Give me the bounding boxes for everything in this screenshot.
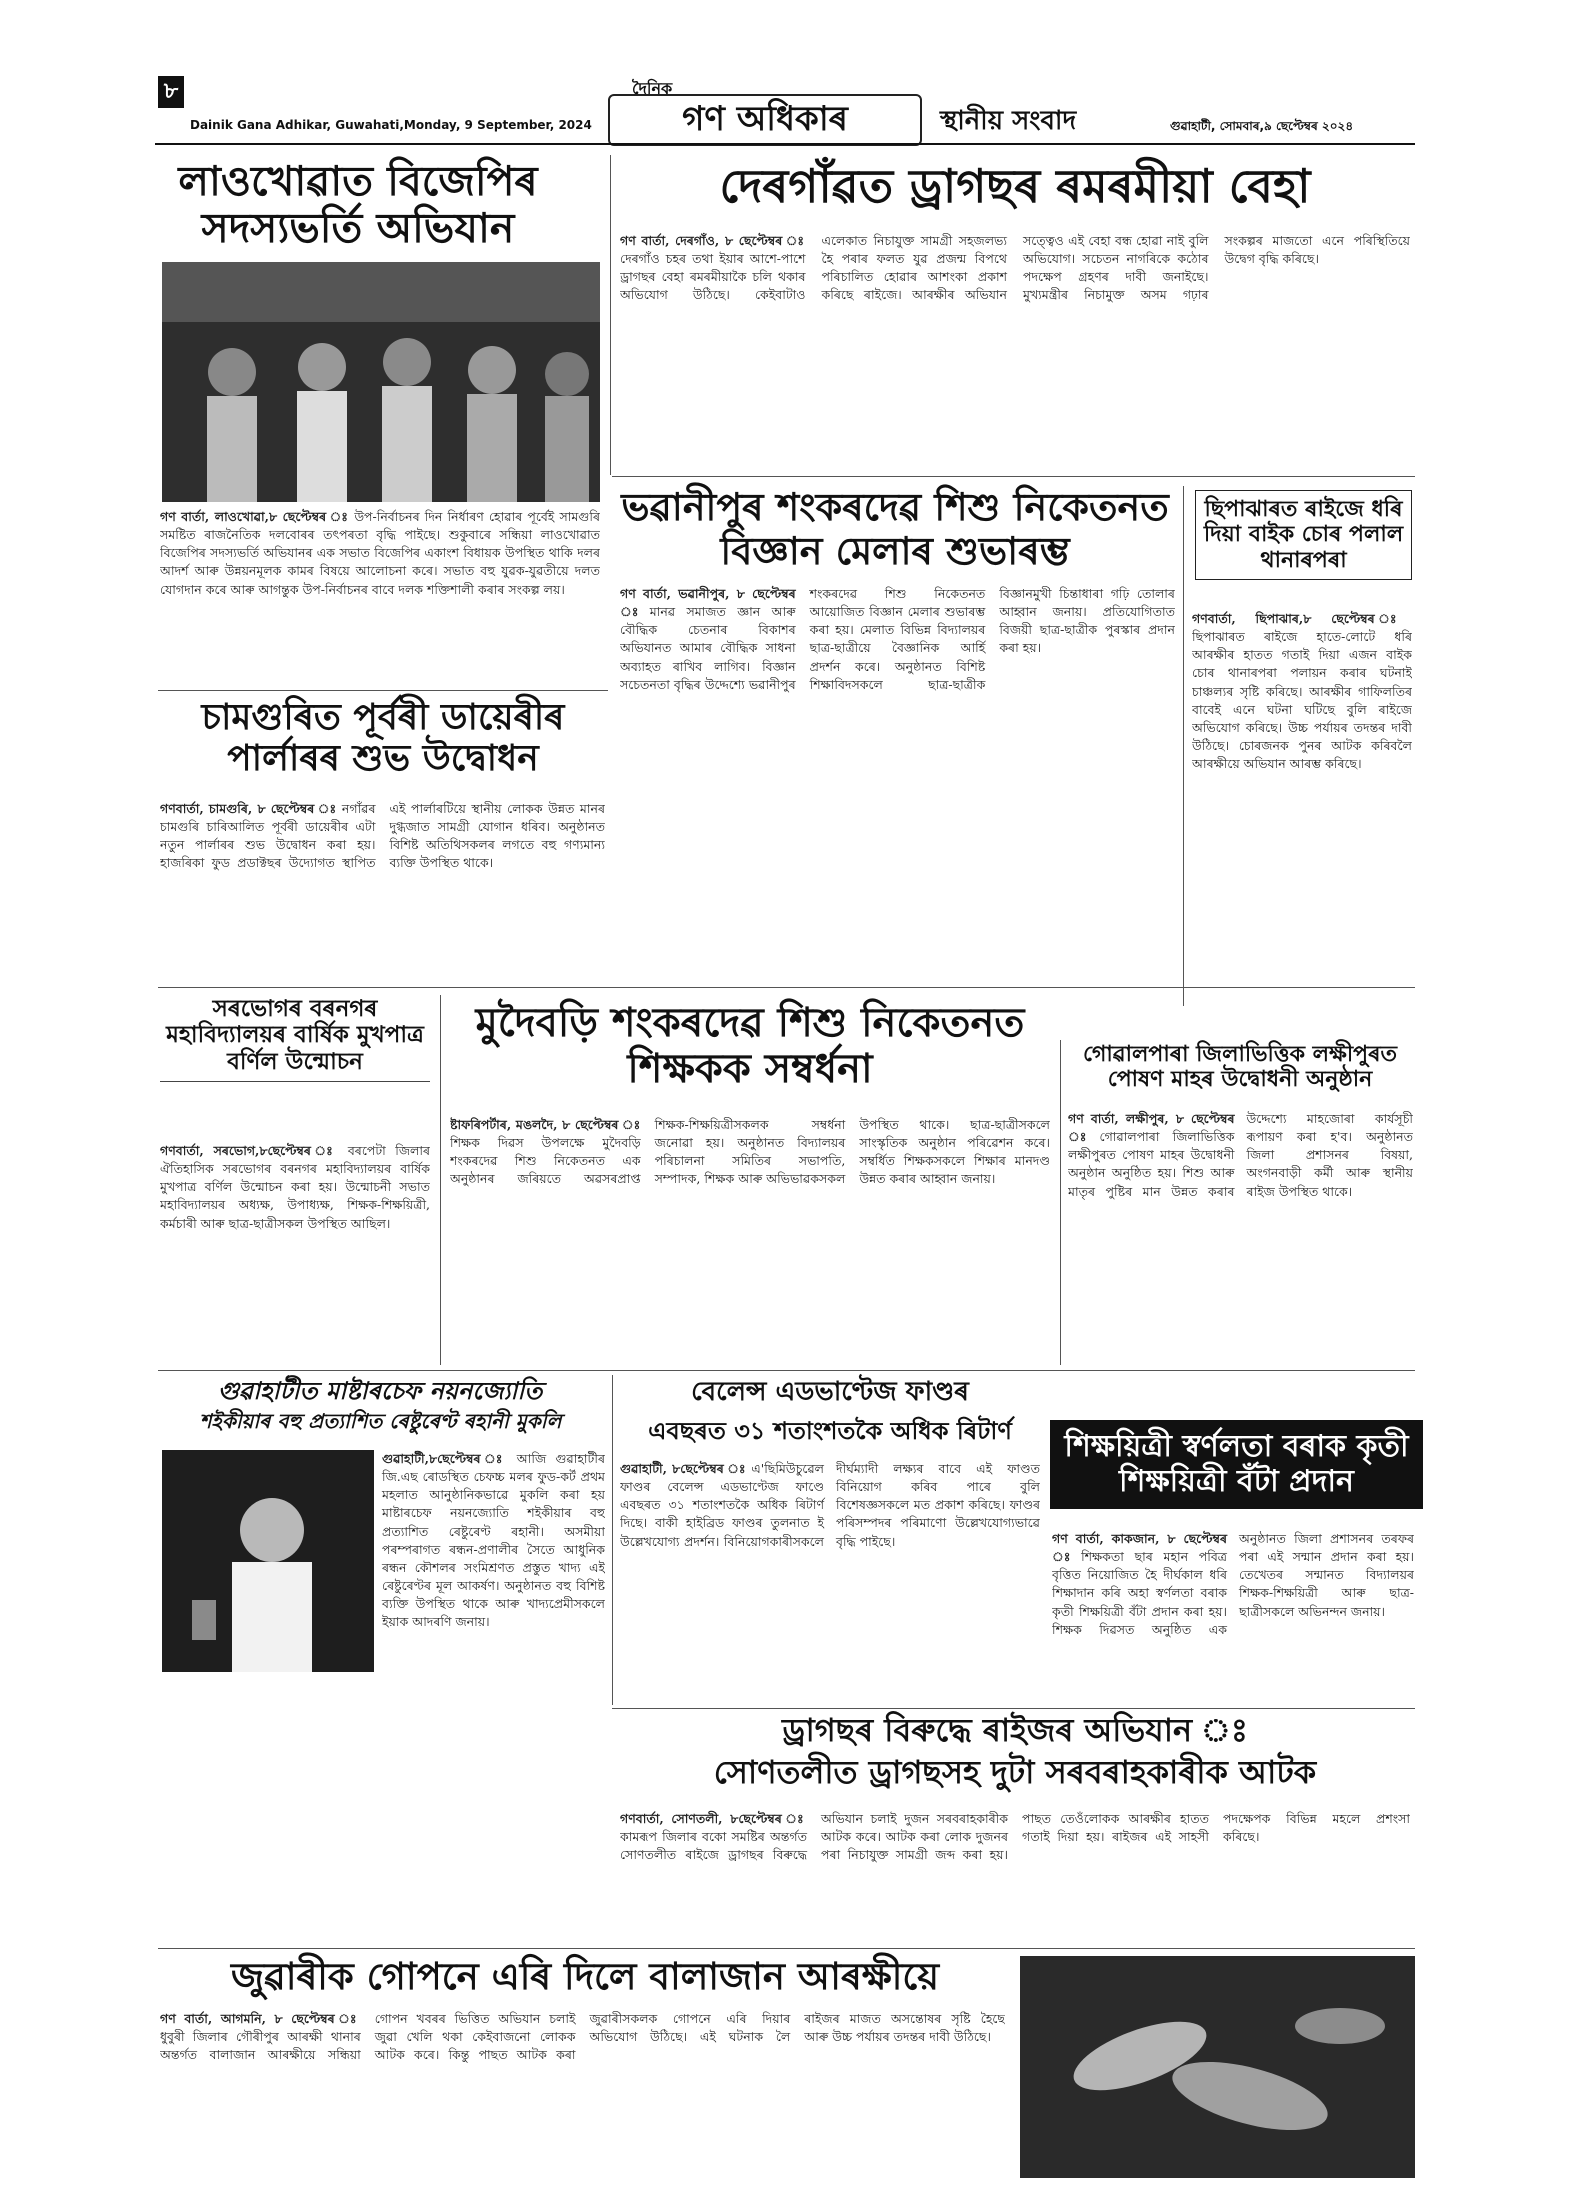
gambling-body: গণ বাৰ্তা, আগমনি, ৮ ছেপ্টেম্বৰ ঃ ধুবুৰী জিলাৰ গৌৰীপুৰ আৰক্ষী থানাৰ অন্তৰ্গত বালাজান আৰক্ষীয়ে সন্ধিয়া গোপন খবৰৰ ভিত্তিত অভিযান চলাই জুৱা খেলি থকা কেইবাজনো লোকক আটক কৰে। কিন্তু পাছত আটক কৰা জুৱাৰীসকলক গোপনে এৰি দিয়াৰ অভিযোগ উঠিছে। এই ঘটনাক লৈ ৰাইজৰ মাজত অসন্তোষৰ সৃষ্টি হৈছে আৰু উচ্চ পৰ্যায়ৰ তদন্তৰ দাবী উঠিছে। [160,2011,1005,2063]
masthead-right-line: গুৱাহাটী, সোমবাৰ,৯ ছেপ্টেম্বৰ ২০২৪ [1170,119,1354,133]
lakshmipur-body: গণ বাৰ্তা, লক্ষীপুৰ, ৮ ছেপ্টেম্বৰ ঃ গোৱালপাৰা জিলাভিত্তিক লক্ষীপুৰত পোষণ মাহৰ উদ্বোধনী অনুষ্ঠান অনুষ্ঠিত হয়। শিশু আৰু মাতৃৰ পুষ্টিৰ মান উন্নত কৰাৰ উদ্দেশ্যে মাহজোৰা কাৰ্যসূচী ৰূপায়ণ কৰা হ'ব। অনুষ্ঠানত জিলা প্ৰশাসনৰ বিষয়া, অংগনবাড়ী কৰ্মী আৰু স্থানীয় ৰাইজ উপস্থিত থাকে। [1068,1111,1413,1199]
drug-business-body: গণ বাৰ্তা, দেৰগাঁও, ৮ ছেপ্টেম্বৰ ঃ দেৰগাঁও চহৰ তথা ইয়াৰ আশে-পাশে ড্ৰাগছৰ বেহা ৰমৰমীয়াকৈ চলি থকাৰ অভিযোগ উঠিছে। কেইবাটাও এলেকাত নিচাযুক্ত সামগ্ৰী সহজলভ্য হৈ পৰাৰ ফলত যুৱ প্ৰজন্ম বিপথে পৰিচালিত হোৱাৰ আশংকা প্ৰকাশ কৰিছে ৰাইজে। আৰক্ষীৰ অভিযান সত্ত্বেও এই বেহা বন্ধ হোৱা নাই বুলি অভিযোগ। সচেতন নাগৰিকে কঠোৰ পদক্ষেপ গ্ৰহণৰ দাবী জনাইছে। মুখ্যমন্ত্ৰীৰ নিচামুক্ত অসম গঢ়াৰ সংকল্পৰ মাজতো এনে পৰিস্থিতিয়ে উদ্বেগ বৃদ্ধি কৰিছে। [620,233,1410,303]
mudoibari-headline: মুদৈবড়ি শংকৰদেৱ শিশু নিকেতনত শিক্ষকক সম্বৰ্ধনা [475,1000,1025,1092]
gambling-photo [1020,1956,1415,2178]
balance-fund-headline-line2: এবছৰত ৩১ শতাংশতকৈ অধিক ৰিটাৰ্ণ [648,1417,1012,1445]
chamguri-body: গণবাৰ্তা, চামগুৰি, ৮ ছেপ্টেম্বৰ ঃ নগাঁৱৰ চামগুৰি চাৰিআলিত পূৰ্বৰী ডায়েৰীৰ এটা নতুন পাৰ্লাৰৰ শুভ উদ্বোধন কৰা হয়। হাজৰিকা ফুড প্ৰডাক্টছৰ উদ্যোগত স্থাপিত এই পাৰ্লাৰটিয়ে স্থানীয় লোকক উন্নত মানৰ দুগ্ধজাত সামগ্ৰী যোগান ধৰিব। অনুষ্ঠানত বিশিষ্ট অতিথিসকলৰ লগতে বহু গণ্যমান্য ব্যক্তি উপস্থিত থাকে। [160,801,605,871]
masthead-left-line: Dainik Gana Adhikar, Guwahati,Monday, 9 September, 2024 [190,118,592,132]
drug-raid-body: গণবাৰ্তা, সোণতলী, ৮ছেপ্টেম্বৰ ঃ কামৰূপ জিলাৰ বকো সমষ্টিৰ অন্তৰ্গত সোণতলীত ৰাইজে ড্ৰাগছৰ বিৰুদ্ধে অভিযান চলাই দুজন সৰবৰাহকাৰীক আটক কৰে। আটক কৰা লোক দুজনৰ পৰা নিচাযুক্ত সামগ্ৰী জব্দ কৰা হয়। পাছত তেওঁলোকক আৰক্ষীৰ হাতত গতাই দিয়া হয়। ৰাইজৰ এই সাহসী পদক্ষেপক বিভিন্ন মহলে প্ৰশংসা কৰিছে। [620,1811,1410,1863]
masthead-logo: গণ অধিকাৰ [608,94,922,146]
sarbhog-headline: সৰভোগৰ বৰনগৰ মহাবিদ্যালয়ৰ বাৰ্ষিক মুখপাত্ৰ বৰ্ণিল উন্মোচন [160,996,430,1082]
bjp-headline: লাওখোৱাত বিজেপিৰ সদস্যভৰ্তি অভিযান [178,157,538,253]
bike-thief-body: গণবাৰ্তা, ছিপাঝাৰ,৮ ছেপ্টেম্বৰ ঃ ছিপাঝাৰত ৰাইজে হাতে-লোটে ধৰি আৰক্ষীৰ হাতত গতাই দিয়া এজন বাইক চোৰ থানাৰপৰা পলায়ন কৰাৰ ঘটনাই চাঞ্চল্যৰ সৃষ্টি কৰিছে। আৰক্ষীৰ গাফিলতিৰ বাবেই এনে ঘটনা ঘটিছে বুলি ৰাইজে অভিযোগ কৰিছে। উচ্চ পৰ্যায়ৰ তদন্তৰ দাবী উঠিছে। চোৰজনক পুনৰ আটক কৰিবলৈ আৰক্ষীয়ে অভিযান আৰম্ভ কৰিছে। [1192,611,1412,771]
chamguri-headline: চামগুৰিত পূৰ্বৰী ডায়েৰীৰ পাৰ্লাৰৰ শুভ উদ্বোধন [201,697,565,780]
section-name: স্থানীয় সংবাদ [940,106,1077,136]
bhabanipur-headline: ভৱানীপুৰ শংকৰদেৱ শিশু নিকেতনত বিজ্ঞান মেলাৰ শুভাৰম্ভ [621,485,1169,573]
bjp-photo [162,262,600,502]
bike-thief-headline: ছিপাঝাৰত ৰাইজে ধৰি দিয়া বাইক চোৰ পলাল থানাৰপৰা [1195,490,1412,580]
bjp-body: গণ বাৰ্তা, লাওখোৱা,৮ ছেপ্টেম্বৰ ঃ উপ-নিৰ্বাচনৰ দিন নিৰ্ধাৰণ হোৱাৰ পূৰ্বেই সামগুৰি সমষ্টিত ৰাজনৈতিক দলবোৰৰ তৎপৰতা বৃদ্ধি পাইছে। শুকুবাৰে সন্ধিয়া লাওখোৱাত বিজেপিৰ সদস্যভৰ্তি অভিযানৰ এক সভাত বিজেপিৰ একাংশ বিধায়ক উপস্থিত থাকি দলৰ আদৰ্শ আৰু উন্নয়নমূলক কামৰ বিষয়ে আলোচনা কৰে। সভাত বহু যুৱক-যুৱতীয়ে দলত যোগদান কৰে আৰু আগন্তুক উপ-নিৰ্বাচনৰ বাবে দলক শক্তিশালী কৰাৰ সংকল্প লয়। [160,509,600,597]
page-number: ৮ [158,76,184,108]
mudoibari-body: ষ্টাফৰিপৰ্টাৰ, মঙলদৈ, ৮ ছেপ্টেম্বৰ ঃ শিক্ষক দিৱস উপলক্ষে মুদৈবড়ি শংকৰদেৱ শিশু নিকেতনত এক অনুষ্ঠানৰ জৰিয়তে অৱসৰপ্ৰাপ্ত শিক্ষক-শিক্ষয়িত্ৰীসকলক সম্বৰ্ধনা জনোৱা হয়। অনুষ্ঠানত বিদ্যালয়ৰ পৰিচালনা সমিতিৰ সভাপতি, সম্পাদক, শিক্ষক আৰু অভিভাৱকসকল উপস্থিত থাকে। ছাত্ৰ-ছাত্ৰীসকলে সাংস্কৃতিক অনুষ্ঠান পৰিৱেশন কৰে। সম্বৰ্ধিত শিক্ষকসকলে শিক্ষাৰ মানদণ্ড উন্নত কৰাৰ আহ্বান জনায়। [450,1117,1050,1187]
logo-small: দৈনিক [632,79,673,98]
drug-business-headline: দেৰগাঁৱত ড্ৰাগছৰ ৰমৰমীয়া বেহা [719,159,1311,213]
chef-headline-line2: শইকীয়াৰ বহু প্ৰত্যাশিত ৰেষ্টুৰেণ্ট ৰহানী মুকলি [199,1409,562,1433]
gambling-photo-illustration [1020,1956,1415,2178]
balance-fund-body: গুৱাহাটী, ৮ছেপ্টেম্বৰ ঃ এ'ছিমিউচুৱেল ফাণ্ডৰ বেলেন্স এডভাণ্টেজ ফাণ্ডে এবছৰত ৩১ শতাংশতকৈ অধিক ৰিটাৰ্ণ দিছে। বাকী হাইব্ৰিড ফাণ্ডৰ তুলনাত ই উল্লেখযোগ্য প্ৰদৰ্শন। বিনিয়োগকাৰীসকলে দীৰ্ঘম্যাদী লক্ষ্যৰ বাবে এই ফাণ্ডত বিনিয়োগ কৰিব পাৰে বুলি বিশেষজ্ঞসকলে মত প্ৰকাশ কৰিছে। ফাণ্ডৰ পৰিসম্পদৰ পৰিমাণো উল্লেখযোগ্যভাৱে বৃদ্ধি পাইছে। [620,1461,1040,1549]
chef-headline-line1: গুৱাহাটীত মাষ্টাৰচেফ নয়নজ্যোতি [217,1377,543,1405]
masthead-rule [155,143,1415,145]
gambling-headline: জুৱাৰীক গোপনে এৰি দিলে বালাজান আৰক্ষীয়ে [230,1955,940,1998]
balance-fund-headline-line1: বেলেন্স এডভাণ্টেজ ফাণ্ডৰ [691,1377,969,1407]
teacher-headline: শিক্ষয়িত্ৰী স্বৰ্ণলতা বৰাক কৃতী শিক্ষয়িত্ৰী বঁটা প্ৰদান [1050,1420,1423,1509]
lakshmipur-headline: গোৱালপাৰা জিলাভিত্তিক লক্ষীপুৰত পোষণ মাহৰ উদ্বোধনী অনুষ্ঠান [1083,1042,1397,1093]
drug-raid-headline-line2: সোণতলীত ড্ৰাগছসহ দুটা সৰবৰাহকাৰীক আটক [713,1753,1317,1791]
sarbhog-body: গণবাৰ্তা, সৰভোগ,৮ছেপ্টেম্বৰ ঃ বৰপেটা জিলাৰ ঐতিহাসিক সৰভোগৰ বৰনগৰ মহাবিদ্যালয়ৰ বাৰ্ষিক মুখপাত্ৰ বৰ্ণিল উন্মোচন কৰা হয়। উন্মোচনী সভাত মহাবিদ্যালয়ৰ অধ্যক্ষ, উপাধ্যক্ষ, শিক্ষক-শিক্ষয়িত্ৰী, কৰ্মচাৰী আৰু ছাত্ৰ-ছাত্ৰীসকল উপস্থিত আছিল। [160,1143,430,1231]
drug-raid-headline-line1: ড্ৰাগছৰ বিৰুদ্ধে ৰাইজৰ অভিযান ঃ [782,1711,1248,1749]
bjp-photo-illustration [162,262,600,502]
chef-body: গুৱাহাটী,৮ছেপ্টেম্বৰ ঃ আজি গুৱাহাটীৰ জি.এছ ৰোডস্থিত চেফচ্চ মলৰ ফুড-কৰ্ট প্ৰথম মহলাত আনুষ্ঠানিকভাৱে মুকলি কৰা হয় মাষ্টাৰচেফ নয়নজ্যোতি শইকীয়াৰ বহু প্ৰত্যাশিত ৰেষ্টুৰেণ্ট ৰহানী। অসমীয়া পৰম্পৰাগত ৰন্ধন-প্ৰণালীৰ সৈতে আধুনিক ৰন্ধন কৌশলৰ সংমিশ্ৰণত প্ৰস্তুত খাদ্য এই ৰেষ্টুৰেণ্টৰ মূল আকৰ্ষণ। অনুষ্ঠানত বহু বিশিষ্ট ব্যক্তি উপস্থিত থাকে আৰু খাদ্যপ্ৰেমীসকলে ইয়াক আদৰণি জনায়। [382,1451,605,1630]
teacher-body: গণ বাৰ্তা, কাকজান, ৮ ছেপ্টেম্বৰ ঃ শিক্ষকতা ছাৰ মহান পবিত্ৰ বৃত্তিত নিয়োজিত হৈ দীৰ্ঘকাল ধৰি শিক্ষাদান কৰি অহা স্বৰ্ণলতা বৰাক কৃতী শিক্ষয়িত্ৰী বঁটা প্ৰদান কৰা হয়। শিক্ষক দিৱসত অনুষ্ঠিত এক অনুষ্ঠানত জিলা প্ৰশাসনৰ তৰফৰ পৰা এই সন্মান প্ৰদান কৰা হয়। তেখেতৰ সন্মানত বিদ্যালয়ৰ শিক্ষক-শিক্ষয়িত্ৰী আৰু ছাত্ৰ-ছাত্ৰীসকলে অভিনন্দন জনায়। [1052,1531,1414,1637]
bhabanipur-body: গণ বাৰ্তা, ভৱানীপুৰ, ৮ ছেপ্টেম্বৰ ঃ মানৱ সমাজত জ্ঞান আৰু বৌদ্ধিক চেতনাৰ বিকাশৰ অভিযানত আমাৰ বৌদ্ধিক সাধনা অব্যাহত ৰাখিব লাগিব। বিজ্ঞান সচেতনতা বৃদ্ধিৰ উদ্দেশ্যে ভৱানীপুৰ শংকৰদেৱ শিশু নিকেতনত আয়োজিত বিজ্ঞান মেলাৰ শুভাৰম্ভ কৰা হয়। মেলাত বিভিন্ন বিদ্যালয়ৰ ছাত্ৰ-ছাত্ৰীয়ে বৈজ্ঞানিক আৰ্হি প্ৰদৰ্শন কৰে। অনুষ্ঠানত বিশিষ্ট শিক্ষাবিদসকলে ছাত্ৰ-ছাত্ৰীক বিজ্ঞানমুখী চিন্তাধাৰা গঢ়ি তোলাৰ আহ্বান জনায়। প্ৰতিযোগিতাত বিজয়ী ছাত্ৰ-ছাত্ৰীক পুৰস্কাৰ প্ৰদান কৰা হয়। [620,586,1175,692]
